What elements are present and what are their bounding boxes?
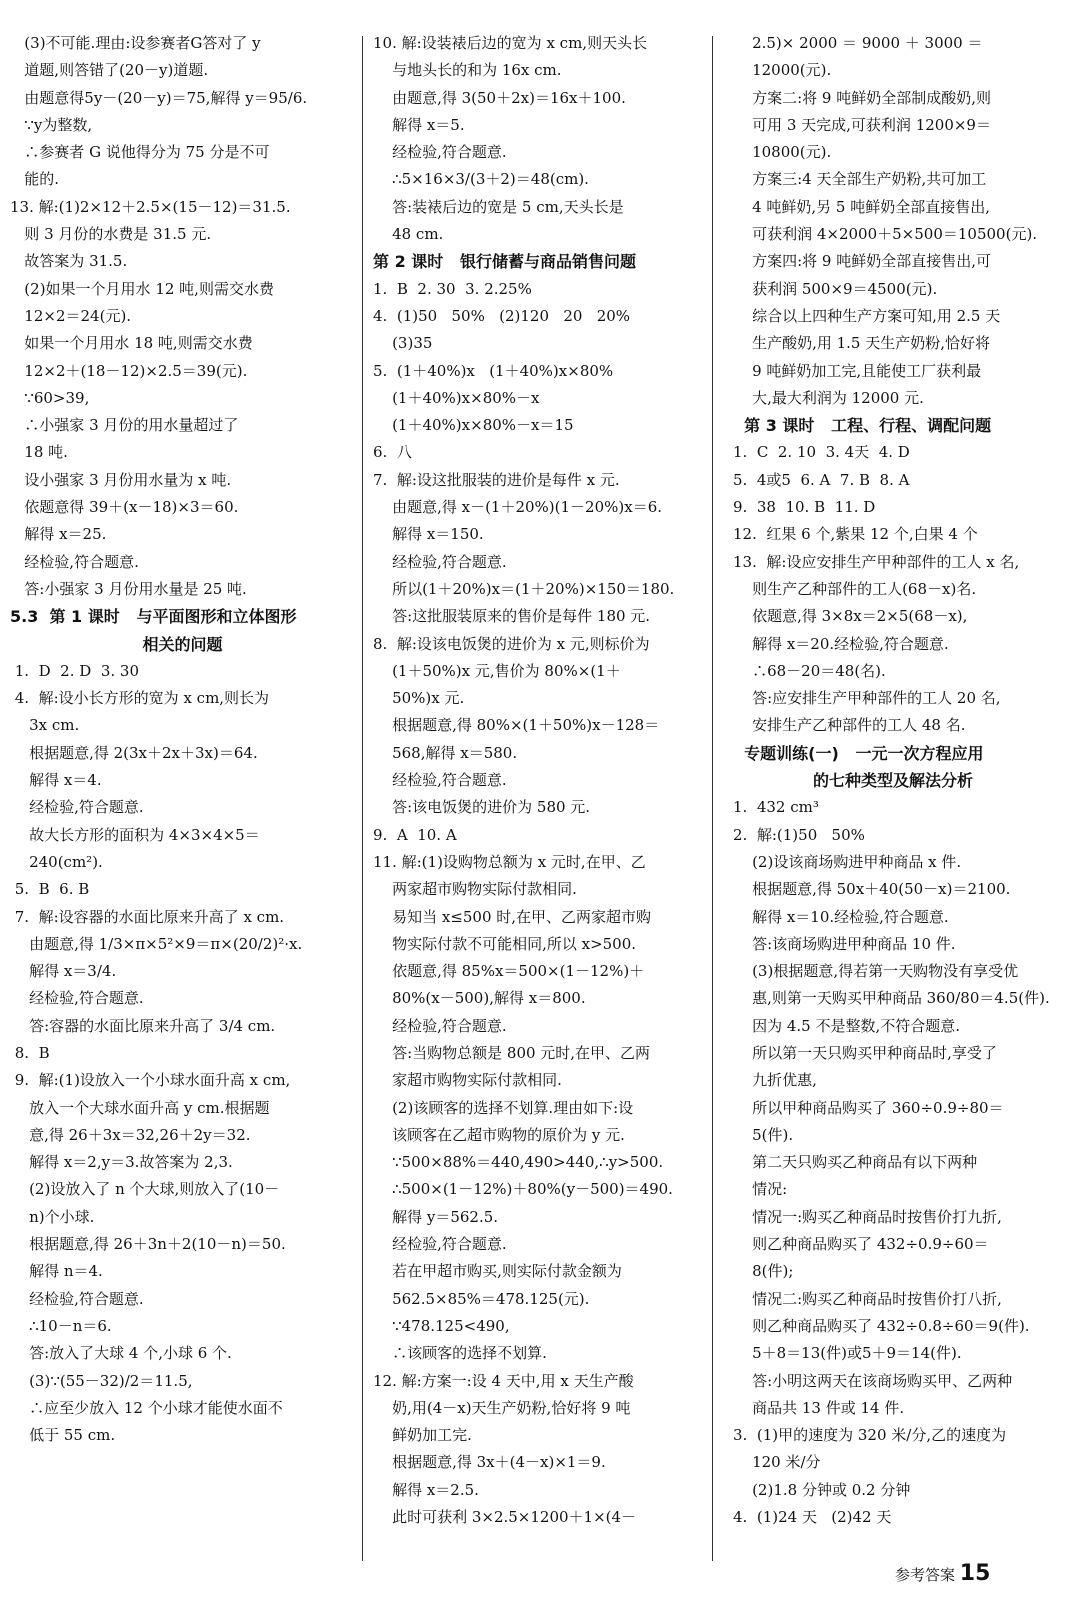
text-line: 情况二:购买乙种商品时按售价打八折, — [733, 1289, 1002, 1308]
text-line: 12. 解:方案一:设 4 天中,用 x 天生产酸 — [373, 1371, 634, 1390]
text-line: 安排生产乙种部件的工人 48 名. — [733, 716, 966, 735]
text-line: (1＋40%)x×80%－x — [373, 388, 540, 407]
text-line: 则乙种商品购买了 432÷0.9÷60＝ — [733, 1235, 989, 1254]
text-line: 意,得 26＋3x＝32,26＋2y＝32. — [10, 1125, 251, 1144]
text-line: 答:小强家 3 月份用水量是 25 吨. — [10, 579, 247, 598]
text-line: (2)如果一个月用水 12 吨,则需交水费 — [10, 279, 274, 298]
text-line: 解得 x＝20.经检验,符合题意. — [733, 634, 949, 653]
text-line: 1. 432 cm³ — [733, 798, 819, 817]
section-heading: 第 2 课时 银行储蓄与商品销售问题 — [373, 252, 636, 272]
text-line: 4. 解:设小长方形的宽为 x cm,则长为 — [10, 689, 270, 708]
text-line: 因为 4.5 不是整数,不符合题意. — [733, 1016, 961, 1035]
text-line: 12. 红果 6 个,紫果 12 个,白果 4 个 — [733, 525, 978, 544]
text-line: 可用 3 天完成,可获利润 1200×9＝ — [733, 115, 991, 134]
section-heading: 专题训练(一) 一元一次方程应用 — [733, 743, 984, 763]
text-line: 解得 x＝5. — [373, 115, 465, 134]
text-line: 7. 解:设容器的水面比原来升高了 x cm. — [10, 907, 285, 926]
text-line: ∴5×16×3/(3＋2)＝48(cm). — [373, 170, 589, 189]
text-line: 48 cm. — [373, 225, 444, 244]
text-line: 获利润 500×9＝4500(元). — [733, 279, 938, 298]
answer-column-left — [10, 30, 355, 1449]
text-line: 根据题意,得 2(3x＋2x＋3x)＝64. — [10, 743, 258, 762]
text-line: 经检验,符合题意. — [10, 552, 139, 571]
text-line: 9 吨鲜奶加工完,且能使工厂获利最 — [733, 361, 982, 380]
text-line: 经检验,符合题意. — [373, 143, 507, 162]
text-line: 由题意得5y－(20－y)＝75,解得 y＝95/6. — [10, 88, 308, 107]
text-line: 九折优惠, — [733, 1071, 817, 1090]
text-line: 该顾客在乙超市购物的原价为 y 元. — [373, 1125, 625, 1144]
text-line: 所以(1＋20%)x＝(1＋20%)×150＝180. — [373, 579, 675, 598]
text-line: 5. B 6. B — [10, 880, 90, 899]
text-line: 两家超市购物实际付款相同. — [373, 880, 577, 899]
text-line: ∴500×(1－12%)＋80%(y－500)＝490. — [373, 1180, 673, 1199]
text-line: 562.5×85%＝478.125(元). — [373, 1289, 590, 1308]
text-line: 8(件); — [733, 1262, 794, 1281]
text-line: (2)1.8 分钟或 0.2 分钟 — [733, 1480, 911, 1499]
text-line: 7. 解:设这批服装的进价是每件 x 元. — [373, 470, 620, 489]
text-line: 家超市购物实际付款相同. — [373, 1071, 562, 1090]
text-line: 答:小明这两天在该商场购买甲、乙两种 — [733, 1371, 1013, 1390]
text-line: 3. (1)甲的速度为 320 米/分,乙的速度为 — [733, 1426, 1007, 1445]
text-line: 解得 x＝150. — [373, 525, 484, 544]
section-heading: 第 3 课时 工程、行程、调配问题 — [733, 416, 992, 436]
text-line: 若在甲超市购买,则实际付款金额为 — [373, 1262, 622, 1281]
text-line: 故答案为 31.5. — [10, 252, 128, 271]
text-line: 根据题意,得 26＋3n＋2(10－n)＝50. — [10, 1235, 286, 1254]
text-line: 情况: — [733, 1180, 788, 1199]
text-line: (1＋40%)x×80%－x＝15 — [373, 416, 574, 435]
text-line: 物实际付款不可能相同,所以 x>500. — [373, 934, 637, 953]
text-line: 由题意,得 x－(1＋20%)(1－20%)x＝6. — [373, 498, 663, 517]
text-line: 解得 x＝3/4. — [10, 962, 117, 981]
text-line: 则生产乙种部件的工人(68－x)名. — [733, 579, 977, 598]
footer-label: 参考答案 — [895, 1566, 956, 1584]
text-line: 1. B 2. 30 3. 2.25% — [373, 279, 532, 298]
text-line: 12×2＋(18－12)×2.5＝39(元). — [10, 361, 248, 380]
text-line: 根据题意,得 50x＋40(50－x)＝2100. — [733, 880, 1011, 899]
text-line: 50%)x 元. — [373, 689, 465, 708]
text-line: 240(cm²). — [10, 852, 103, 871]
text-line: 经检验,符合题意. — [373, 771, 507, 790]
text-line: ∴小强家 3 月份的用水量超过了 — [10, 416, 239, 435]
page-number: 15 — [959, 1561, 991, 1586]
text-line: (3)35 — [373, 334, 433, 353]
text-line: (3)∵(55－32)/2＝11.5, — [10, 1371, 193, 1390]
text-line: 经检验,符合题意. — [373, 552, 507, 571]
text-line: 答:装裱后边的宽是 5 cm,天头长是 — [373, 197, 624, 216]
text-line: 120 米/分 — [733, 1453, 821, 1472]
text-line: 情况一:购买乙种商品时按售价打九折, — [733, 1207, 1002, 1226]
text-line: 答:应安排生产甲种部件的工人 20 名, — [733, 689, 1001, 708]
text-line: 答:这批服装原来的售价是每件 180 元. — [373, 607, 651, 626]
text-line: 答:该电饭煲的进价为 580 元. — [373, 798, 591, 817]
text-line: 所以第一天只购买甲种商品时,享受了 — [733, 1043, 997, 1062]
text-line: 方案三:4 天全部生产奶粉,共可加工 — [733, 170, 987, 189]
text-line: 所以甲种商品购买了 360÷0.9÷80＝ — [733, 1098, 1004, 1117]
text-line: ∵y为整数, — [10, 115, 93, 134]
text-line: 2. 解:(1)50 50% — [733, 825, 865, 844]
text-line: 10. 解:设装裱后边的宽为 x cm,则天头长 — [373, 34, 648, 52]
section-heading: 相关的问题 — [142, 634, 223, 654]
text-line: ∵500×88%＝440,490>440,∴y>500. — [373, 1153, 664, 1172]
text-line: 则 3 月份的水费是 31.5 元. — [10, 225, 212, 244]
text-line: 答:放入了大球 4 个,小球 6 个. — [10, 1344, 232, 1363]
text-line: 经检验,符合题意. — [10, 798, 144, 817]
text-line: ∴该顾客的选择不划算. — [373, 1344, 547, 1363]
text-line: 鲜奶加工完. — [373, 1426, 472, 1445]
text-line: 放入一个大球水面升高 y cm.根据题 — [10, 1098, 270, 1117]
text-line: 12000(元). — [733, 61, 832, 80]
text-line: 解得 x＝10.经检验,符合题意. — [733, 907, 949, 926]
text-line: 18 吨. — [10, 443, 68, 462]
text-line: 解得 n＝4. — [10, 1262, 103, 1281]
text-line: 根据题意,得 3x＋(4－x)×1＝9. — [373, 1453, 606, 1472]
text-line: 解得 y＝562.5. — [373, 1207, 499, 1226]
text-line: 惠,则第一天购买甲种商品 360/80＝4.5(件). — [733, 989, 1050, 1008]
text-line: 12×2＝24(元). — [10, 306, 132, 325]
text-line: (3)不可能.理由:设参赛者G答对了 y — [10, 34, 261, 52]
text-line: 13. 解:设应安排生产甲种部件的工人 x 名, — [733, 552, 1020, 571]
text-line: 9. 解:(1)设放入一个小球水面升高 x cm, — [10, 1071, 291, 1090]
text-line: (2)设该商场购进甲种商品 x 件. — [733, 852, 962, 871]
text-line: 方案四:将 9 吨鲜奶全部直接售出,可 — [733, 252, 991, 271]
page-footer — [895, 1560, 990, 1589]
text-line: 5＋8＝13(件)或5＋9＝14(件). — [733, 1344, 962, 1363]
text-line: 经检验,符合题意. — [10, 1289, 144, 1308]
text-line: 可获利润 4×2000＋5×500＝10500(元). — [733, 225, 1038, 244]
answer-column-middle — [373, 30, 693, 1531]
text-line: 生产酸奶,用 1.5 天生产奶粉,恰好将 — [733, 334, 991, 353]
text-line: 由题意,得 3(50＋2x)＝16x＋100. — [373, 88, 626, 107]
text-line: ∴68－20＝48(名). — [733, 661, 886, 680]
text-line: 4 吨鲜奶,另 5 吨鲜奶全部直接售出, — [733, 197, 991, 216]
text-line: 如果一个月用水 18 吨,则需交水费 — [10, 334, 253, 353]
text-line: (2)该顾客的选择不划算.理由如下:设 — [373, 1098, 634, 1117]
text-line: 8. 解:设该电饭煲的进价为 x 元,则标价为 — [373, 634, 650, 653]
text-line: (1＋50%)x 元,售价为 80%×(1＋ — [373, 661, 621, 680]
text-line: 1. C 2. 10 3. 4天 4. D — [733, 443, 910, 462]
text-line: 5. 4或5 6. A 7. B 8. A — [733, 470, 910, 489]
text-line: ∴参赛者 G 说他得分为 75 分是不可 — [10, 143, 270, 162]
text-line: ∴10－n＝6. — [10, 1316, 112, 1335]
column-divider-2 — [712, 36, 713, 1561]
text-line: 4. (1)24 天 (2)42 天 — [733, 1508, 892, 1527]
text-line: 综合以上四种生产方案可知,用 2.5 天 — [733, 306, 1001, 325]
text-line: 与地头长的和为 16x cm. — [373, 61, 562, 80]
text-line: 80%(x－500),解得 x＝800. — [373, 989, 586, 1008]
text-line: 解得 x＝2.5. — [373, 1480, 479, 1499]
text-line: 答:当购物总额是 800 元时,在甲、乙两 — [373, 1043, 651, 1062]
text-line: 则乙种商品购买了 432÷0.8÷60＝9(件). — [733, 1316, 1030, 1335]
text-line: 依题意得 39＋(x－18)×3＝60. — [10, 498, 239, 517]
text-line: 经检验,符合题意. — [373, 1235, 507, 1254]
text-line: 1. D 2. D 3. 30 — [10, 661, 139, 680]
text-line: 4. (1)50 50% (2)120 20 20% — [373, 306, 631, 325]
text-line: 能的. — [10, 170, 60, 189]
text-line: 方案二:将 9 吨鲜奶全部制成酸奶,则 — [733, 88, 991, 107]
text-line: 依题意,得 85%x＝500×(1－12%)＋ — [373, 962, 645, 981]
answer-column-right — [733, 30, 1053, 1531]
text-line: 6. 八 — [373, 443, 412, 462]
section-heading: 的七种类型及解法分析 — [812, 771, 973, 791]
text-line: 答:容器的水面比原来升高了 3/4 cm. — [10, 1016, 276, 1035]
text-line: 10800(元). — [733, 143, 832, 162]
text-line: 5(件). — [733, 1125, 794, 1144]
text-line: 解得 x＝2,y＝3.故答案为 2,3. — [10, 1153, 233, 1172]
text-line: 13. 解:(1)2×12＋2.5×(15－12)＝31.5. — [10, 197, 291, 216]
text-line: 经检验,符合题意. — [373, 1016, 507, 1035]
text-line: (2)设放入了 n 个大球,则放入了(10－ — [10, 1180, 280, 1199]
text-line: 依题意,得 3×8x＝2×5(68－x), — [733, 607, 968, 626]
text-line: n)个小球. — [10, 1207, 95, 1226]
text-line: 9. A 10. A — [373, 825, 457, 844]
text-line: 解得 x＝4. — [10, 771, 102, 790]
text-line: 故大长方形的面积为 4×3×4×5＝ — [10, 825, 260, 844]
text-line: 经检验,符合题意. — [10, 989, 144, 1008]
text-line: 商品共 13 件或 14 件. — [733, 1398, 905, 1417]
text-line: ∵60>39, — [10, 388, 90, 407]
text-line: 解得 x＝25. — [10, 525, 107, 544]
text-line: ∴应至少放入 12 个小球才能使水面不 — [10, 1398, 283, 1417]
text-line: 第二天只购买乙种商品有以下两种 — [733, 1153, 978, 1172]
column-divider-1 — [362, 36, 363, 1561]
text-line: 8. B — [10, 1043, 50, 1062]
text-line: 低于 55 cm. — [10, 1426, 116, 1445]
text-line: 设小强家 3 月份用水量为 x 吨. — [10, 470, 232, 489]
text-line: 答:该商场购进甲种商品 10 件. — [733, 934, 956, 953]
text-line: 奶,用(4－x)天生产奶粉,恰好将 9 吨 — [373, 1398, 631, 1417]
text-line: 3x cm. — [10, 716, 80, 735]
text-line: 此时可获利 3×2.5×1200＋1×(4－ — [373, 1508, 637, 1527]
text-line: 2.5)× 2000 ＝ 9000 ＋ 3000 ＝ — [733, 34, 983, 52]
text-line: 11. 解:(1)设购物总额为 x 元时,在甲、乙 — [373, 852, 646, 871]
text-line: 由题意,得 1/3×π×5²×9＝π×(20/2)²·x. — [10, 934, 303, 953]
text-line: 9. 38 10. B 11. D — [733, 498, 876, 517]
text-line: 易知当 x≤500 时,在甲、乙两家超市购 — [373, 907, 652, 926]
text-line: (3)根据题意,得若第一天购物没有享受优 — [733, 962, 1019, 981]
text-line: 道题,则答错了(20－y)道题. — [10, 61, 209, 80]
text-line: 5. (1＋40%)x (1＋40%)x×80% — [373, 361, 614, 380]
text-line: ∵478.125<490, — [373, 1316, 510, 1335]
text-line: 大,最大利润为 12000 元. — [733, 388, 924, 407]
text-line: 568,解得 x＝580. — [373, 743, 518, 762]
section-heading: 5.3 第 1 课时 与平面图形和立体图形 — [10, 607, 297, 627]
text-line: 根据题意,得 80%×(1＋50%)x－128＝ — [373, 716, 660, 735]
